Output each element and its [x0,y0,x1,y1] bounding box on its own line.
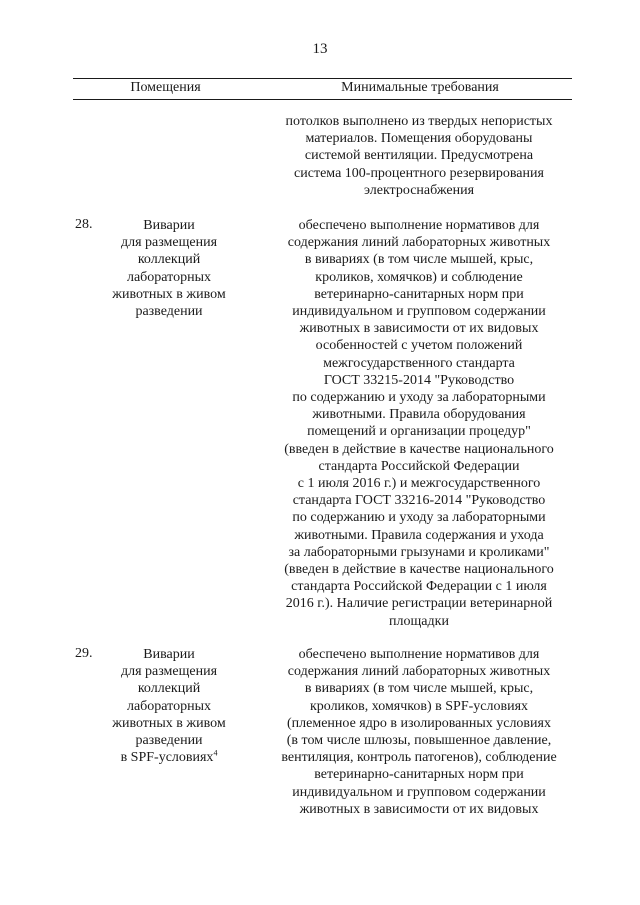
text-line: системой вентиляции. Предусмотрена [304,148,534,164]
text-line: индивидуальном и групповом содержании [292,304,546,320]
text-line: разведении [135,733,203,749]
text-line: содержания линий лабораторных животных [287,235,551,251]
text-line: (в том числе шлюзы, повышенное давление, [286,733,552,749]
text-line: вентиляция, контроль патогенов), соблюдение [281,750,557,766]
text-line: для размещения [120,664,218,680]
text-line: животными. Правила оборудования [312,407,526,423]
text-line: ветеринарно-санитарных норм при [314,767,524,783]
text-line: за лабораторными грызунами и кроликами" [288,544,550,560]
text-line: особенностей с учетом положений [315,338,523,354]
text-line: в вивариях (в том числе мышей, крыс, [304,252,534,268]
text-line: электроснабжения [363,182,475,198]
text-line: в вивариях (в том числе мышей, крыс, [304,681,534,697]
text-line: межгосударственного стандарта [323,355,515,371]
text-line: стандарта ГОСТ 33216-2014 "Руководство [292,493,546,509]
header-requirements: Минимальные требования [341,80,499,95]
text-line: животных в зависимости от их видовых [299,801,539,817]
text-line: (введен в действие в качестве национального [284,441,554,457]
text-line: разведении [135,304,203,320]
text-line: потолков выполнено из твердых непористых [285,114,553,129]
text-line: стандарта Российской Федерации [318,458,520,474]
text-line: животными. Правила содержания и ухода [294,527,544,543]
text-line: индивидуальном и групповом содержании [292,784,546,800]
text-line: кроликов, хомячков) в SPF-условиях [309,698,529,714]
row-premises [90,646,248,766]
text-line: лабораторных [126,269,211,285]
text-line: стандарта Российской Федерации с 1 июля [291,579,547,595]
text-line: обеспечено выполнение нормативов для [298,218,540,233]
text-line: лабораторных [126,698,211,714]
row-requirements [264,217,574,630]
text-line [90,749,248,766]
text-line: животных в живом [112,715,226,731]
text-line: кроликов, хомячков) и соблюдение [315,269,523,285]
text-line: ГОСТ 33215-2014 "Руководство [323,372,515,388]
text-line: животных в зависимости от их видовых [299,321,539,337]
row-number: 29. [75,646,93,661]
text-line: (введен в действие в качестве национального [284,562,554,578]
text-line: для размещения [120,235,218,251]
row-requirements [264,646,574,818]
text-line: с 1 июля 2016 г.) и межгосударственного [297,476,541,492]
text-line: содержания линий лабораторных животных [287,664,551,680]
text-line: Виварии [143,218,195,233]
text-line: обеспечено выполнение нормативов для [298,647,540,662]
row-premises [90,217,248,320]
text-line: животных в живом [112,286,226,302]
text-line: Виварии [143,647,195,662]
row-number: 28. [75,217,93,232]
header-premises: Помещения [130,80,201,95]
text-line: (племенное ядро в изолированных условиях [287,715,551,731]
text-line: материалов. Помещения оборудованы [305,131,533,147]
text-line: площадки [389,613,449,629]
text-line: система 100-процентного резервирования [294,165,544,181]
text-line-content: в SPF-условиях [120,750,214,766]
text-line: по содержанию и уходу за лабораторными [292,390,546,406]
text-line: 2016 г.). Наличие регистрации ветеринарной [285,596,553,612]
table-header [73,78,572,100]
text-line: коллекций [137,681,201,697]
text-line: ветеринарно-санитарных норм при [314,286,524,302]
text-line: помещений и организации процедур" [307,424,531,440]
text-line: коллекций [137,252,201,268]
text-line: по содержанию и уходу за лабораторными [292,510,546,526]
footnote-mark: 4 [213,748,218,758]
continuation-requirements [264,113,574,199]
page-number: 13 [312,41,328,57]
